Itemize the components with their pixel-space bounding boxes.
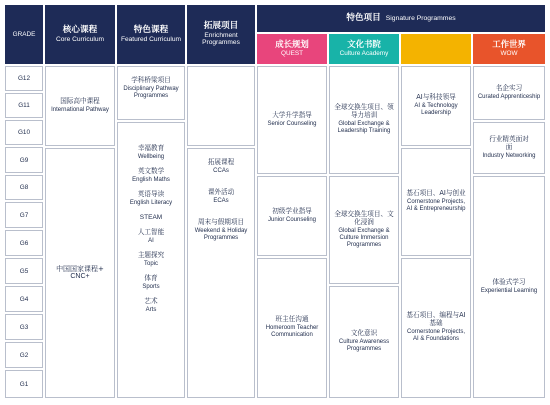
quest-header: 成长规划 QUEST <box>257 34 327 64</box>
grade-g5: G5 <box>5 258 43 284</box>
featured-item-arts: 艺术 Arts <box>144 297 158 314</box>
wow-curated-apprenticeship: 名企实习 Curated Apprenticeship <box>473 66 545 120</box>
grade-g11: G11 <box>5 93 43 118</box>
enrichment-spacer <box>187 66 255 146</box>
wow-header: 工作世界 WOW <box>473 34 545 64</box>
culture-global-exchange-immersion: 全球交换生项目、文化浸润 Global Exchange & Culture Immersion Programmes <box>329 176 399 284</box>
ai-cornerstone-foundations: 基石项目、编程与AI基础 Cornerstone Projects, AI & Foundations <box>401 258 471 398</box>
grade-g3: G3 <box>5 314 43 340</box>
grade-g9: G9 <box>5 147 43 173</box>
core-curriculum-header: 核心课程 Core Curriculum <box>45 5 115 64</box>
featured-item-wellbeing: 幸福教育 Wellbeing <box>137 144 165 160</box>
grade-g12: G12 <box>5 66 43 91</box>
ai-programme-header <box>401 34 471 64</box>
quest-senior-counseling: 大学升学指导 Senior Counseling <box>257 66 327 174</box>
grade-g6: G6 <box>5 230 43 256</box>
enrichment-item-ccas: 拓展课程 CCAs <box>207 158 235 174</box>
ai-technology-leadership: AI与科技领导 AI & Technology Leadership <box>401 66 471 146</box>
culture-awareness: 文化意识 Culture Awareness Programmes <box>329 286 399 398</box>
grade-g2: G2 <box>5 342 43 368</box>
featured-item-english-literacy: 英语导读 English Literacy <box>129 190 173 207</box>
wow-industry-networking: 行业精英面对面 Industry Networking <box>473 122 545 174</box>
core-cnc-plus: 中国国家课程+ CNC+ <box>45 148 115 398</box>
featured-item-steam: STEAM <box>139 214 163 222</box>
signature-programmes-header: 特色项目 Signature Programmes <box>257 5 545 32</box>
featured-item-topic: 主题探究 Topic <box>137 251 165 268</box>
core-international-pathway: 国际高中课程 International Pathway <box>45 66 115 146</box>
featured-item-english-maths: 英文数学 English Maths <box>132 167 170 183</box>
grade-g8: G8 <box>5 175 43 200</box>
culture-academy-header: 文化书院 Culture Academy <box>329 34 399 64</box>
featured-curriculum-header: 特色课程 Featured Curriculum <box>117 5 185 64</box>
culture-global-exchange-leadership: 全球交换生项目、领导力培训 Global Exchange & Leadership Training <box>329 66 399 174</box>
grade-g4: G4 <box>5 286 43 312</box>
grade-g1: G1 <box>5 370 43 398</box>
enrichment-programmes-header: 拓展项目 Enrichment Programmes <box>187 5 255 64</box>
quest-homeroom-communication: 班主任沟通 Homeroom Teacher Communication <box>257 258 327 398</box>
enrichment-item-weekend-holiday: 周末与假期项目 Weekend & Holiday Programmes <box>194 218 248 242</box>
grade-header: GRADE <box>5 5 43 64</box>
featured-item-ai: 人工智能 AI <box>137 228 165 244</box>
grade-g7: G7 <box>5 202 43 228</box>
featured-disciplinary-pathway: 学科桥梁项目 Disciplinary Pathway Programmes <box>117 66 185 120</box>
wow-experiential-learning: 体验式学习 Experiential Learning <box>473 176 545 398</box>
quest-junior-counseling: 初级学业指导 Junior Counseling <box>257 176 327 256</box>
featured-item-sports: 体育 Sports <box>142 274 160 291</box>
ai-cornerstone-entrepreneurship: 基石项目、AI与创业 Cornerstone Projects, AI & Entrepreneurship <box>401 148 471 256</box>
enrichment-programmes-list <box>187 148 255 398</box>
enrichment-item-ecas: 课外活动 ECAs <box>207 188 235 204</box>
grade-g10: G10 <box>5 120 43 145</box>
featured-curriculum-list <box>117 122 185 398</box>
